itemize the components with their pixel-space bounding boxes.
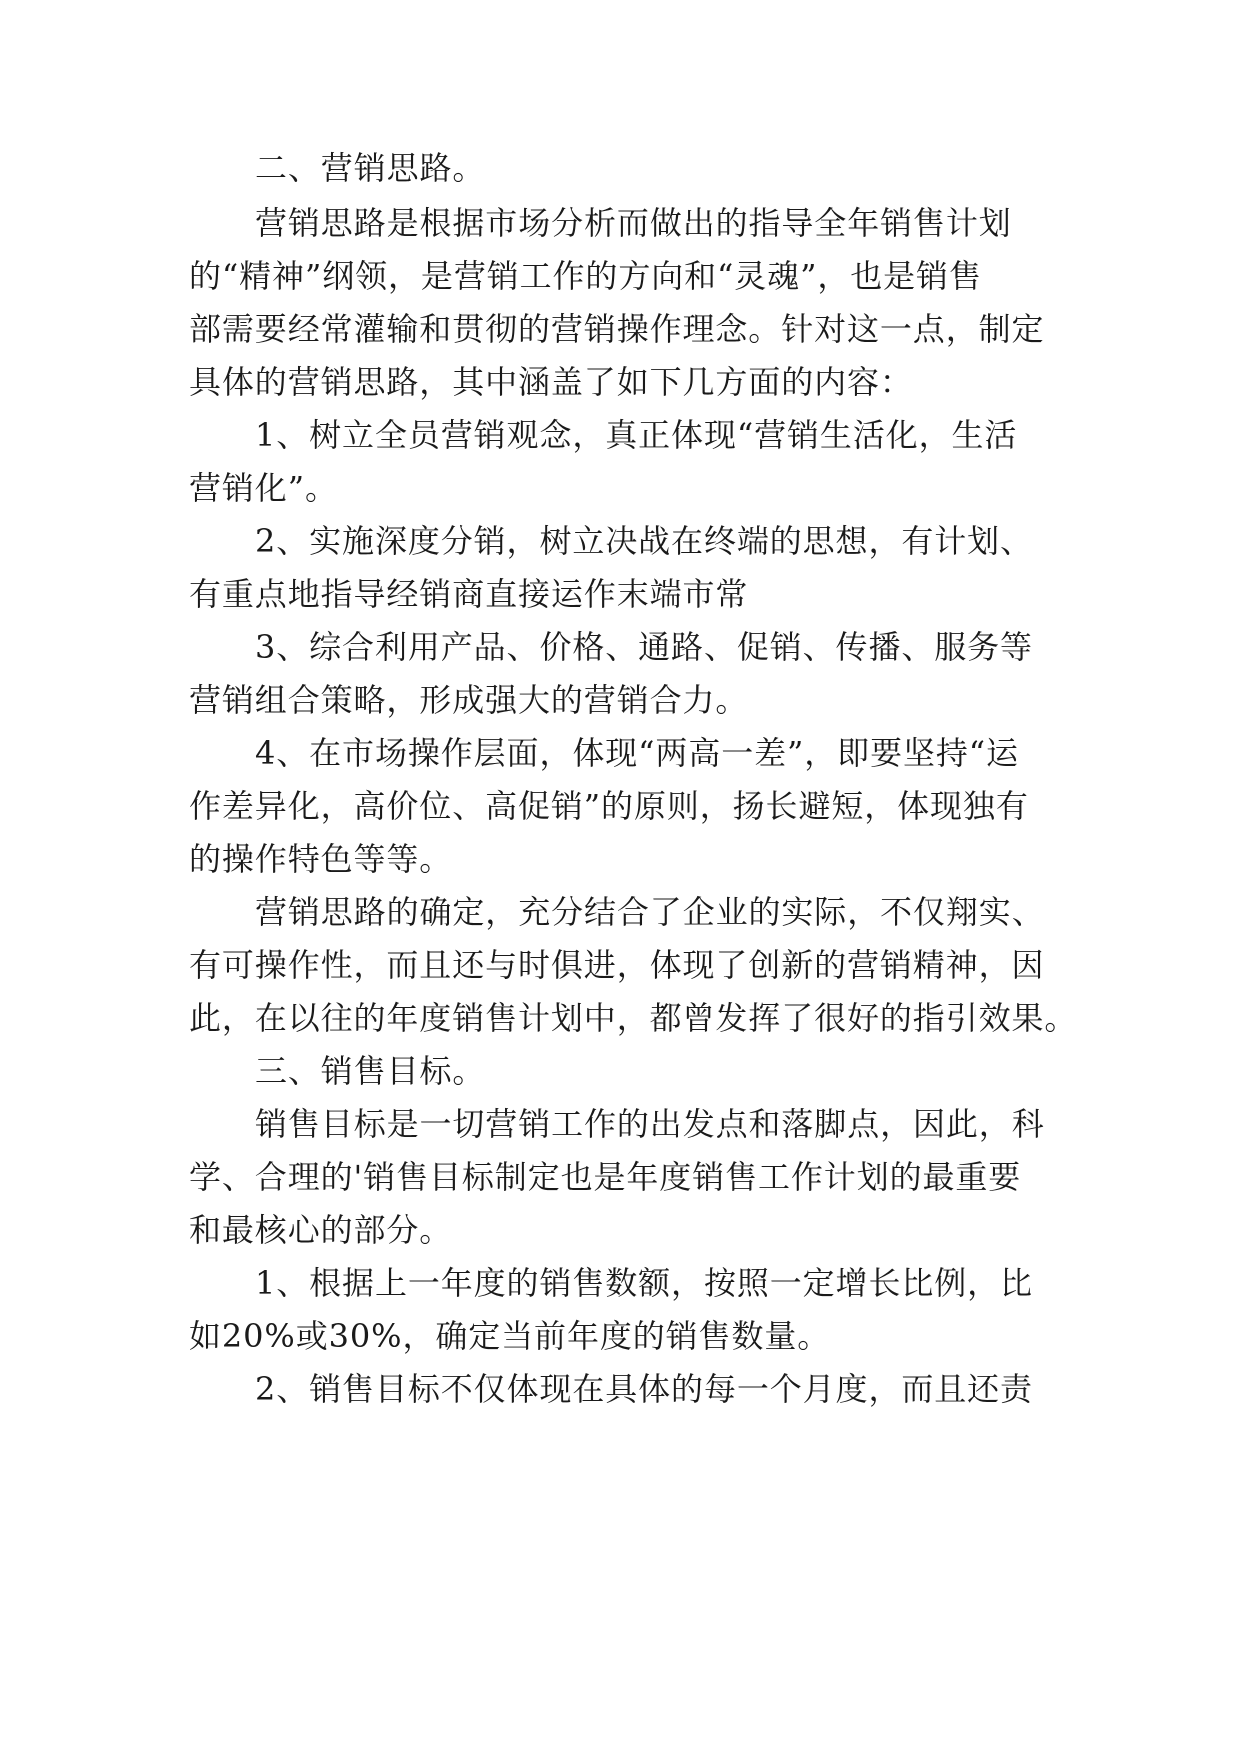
paragraph-line: 具体的营销思路，其中涵盖了如下几方面的内容： — [189, 363, 913, 401]
paragraph-line: 的“精神”纲领，是营销工作的方向和“灵魂”，也是销售 — [189, 257, 982, 295]
section-heading: 二、营销思路。 — [255, 149, 486, 187]
list-item-line: 4、在市场操作层面，体现“两高一差”，即要坚持“运 — [255, 734, 1019, 772]
paragraph-line: 和最核心的部分。 — [189, 1211, 453, 1249]
list-item-line: 3、综合利用产品、价格、通路、促销、传播、服务等 — [255, 628, 1033, 666]
paragraph-line: 有可操作性，而且还与时俱进，体现了创新的营销精神，因 — [189, 946, 1045, 984]
list-item-line: 1、树立全员营销观念，真正体现“营销生活化，生活 — [255, 416, 1018, 454]
list-item-line: 1、根据上一年度的销售数额，按照一定增长比例，比 — [255, 1264, 1033, 1302]
paragraph-line: 部需要经常灌输和贯彻的营销操作理念。针对这一点，制定 — [189, 310, 1045, 348]
paragraph-line: 营销思路是根据市场分析而做出的指导全年销售计划 — [255, 204, 1012, 242]
list-item-line: 营销组合策略，形成强大的营销合力。 — [189, 681, 749, 719]
list-item-line: 如20%或30%，确定当前年度的销售数量。 — [189, 1317, 831, 1355]
paragraph-line: 营销思路的确定，充分结合了企业的实际，不仅翔实、 — [255, 893, 1045, 931]
list-item-line: 有重点地指导经销商直接运作末端市常 — [189, 575, 749, 613]
list-item-line: 2、销售目标不仅体现在具体的每一个月度，而且还责 — [255, 1370, 1033, 1408]
paragraph-line: 学、合理的'销售目标制定也是年度销售工作计划的最重要 — [189, 1158, 1022, 1196]
list-item-line: 营销化”。 — [189, 469, 338, 507]
paragraph-line: 此，在以往的年度销售计划中，都曾发挥了很好的指引效果。 — [189, 999, 1078, 1037]
section-heading: 三、销售目标。 — [255, 1052, 486, 1090]
list-item-line: 2、实施深度分销，树立决战在终端的思想，有计划、 — [255, 522, 1033, 560]
paragraph-line: 销售目标是一切营销工作的出发点和落脚点，因此，科 — [255, 1105, 1045, 1143]
list-item-line: 的操作特色等等。 — [189, 840, 453, 878]
list-item-line: 作差异化，高价位、高促销”的原则，扬长避短，体现独有 — [189, 787, 1029, 825]
